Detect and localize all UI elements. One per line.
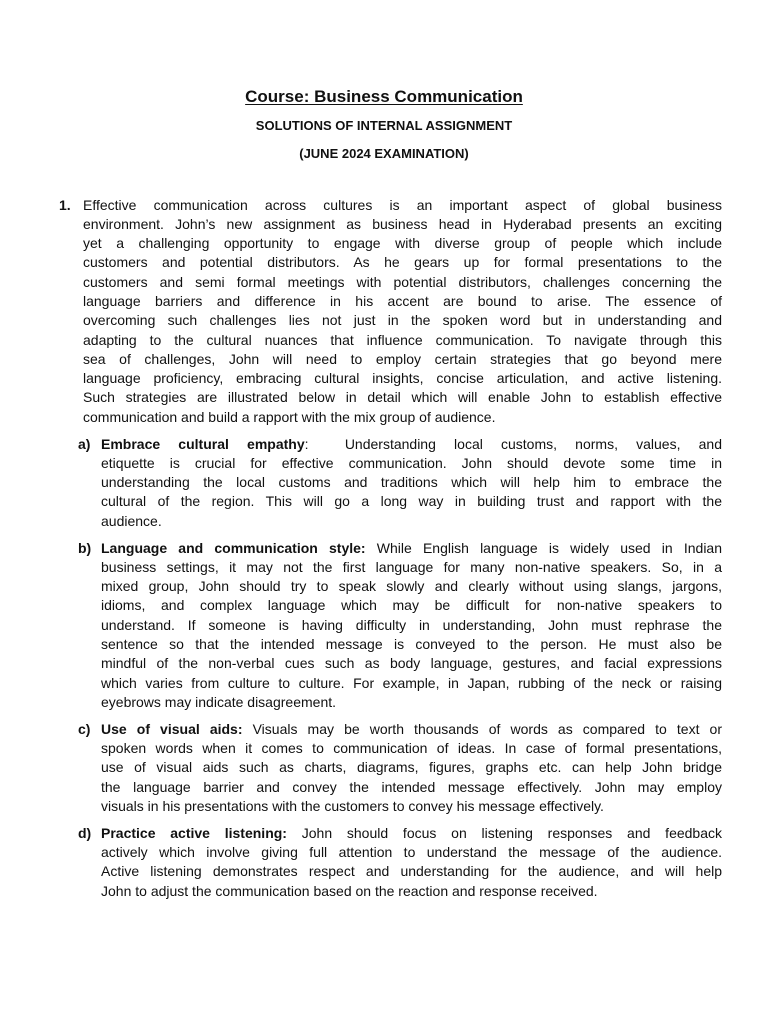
list-marker: d) bbox=[78, 824, 92, 841]
text-line: visuals in his presentations with the customers to convey his message effectively. bbox=[101, 797, 604, 814]
text-line: language proficiency, embracing cultural insights, concise articulation, and active listening. bbox=[83, 370, 722, 387]
text-line: Such strategies are illustrated below in detail which will enable John to establish effective bbox=[83, 389, 722, 406]
paragraph-lines bbox=[101, 435, 722, 531]
text-line: idioms, and complex language which may be difficult for non-native speakers to bbox=[101, 597, 722, 614]
text-line: overcoming such challenges lies not just in the spoken word but in understanding and bbox=[83, 312, 722, 329]
text-line: Effective communication across cultures is an important aspect of global business bbox=[83, 196, 722, 213]
text-line: adapting to the cultural nuances that influence communication. To navigate through this bbox=[83, 331, 722, 348]
text-line: Active listening demonstrates respect and understanding for the audience, and will help bbox=[101, 863, 722, 880]
strategy-item bbox=[0, 539, 768, 713]
text-line: understanding the local customs and traditions which will help him to embrace the bbox=[101, 474, 722, 491]
list-marker: 1. bbox=[59, 196, 71, 213]
text-line: cultural of the region. This will go a long way in building trust and rapport with the bbox=[101, 493, 722, 510]
list-marker: b) bbox=[78, 539, 92, 556]
text-line: use of visual aids such as charts, diagrams, figures, graphs etc. can help John bridge bbox=[101, 759, 722, 776]
text-line: eyebrows may indicate disagreement. bbox=[101, 693, 337, 710]
course-title bbox=[0, 86, 768, 108]
question-answer-paragraph bbox=[0, 196, 768, 428]
item-text: John should focus on listening responses and feedback bbox=[286, 824, 722, 841]
course-title-text: Course: Business Communication bbox=[245, 87, 523, 106]
text-line: spoken words when it comes to communication of ideas. In case of formal presentations, bbox=[101, 740, 722, 757]
exam-label: (JUNE 2024 EXAMINATION) bbox=[299, 146, 469, 161]
text-line: understand. If someone is having difficulty in understanding, John must rephrase the bbox=[101, 616, 722, 633]
strategy-item bbox=[0, 720, 768, 816]
document-subtitle: SOLUTIONS OF INTERNAL ASSIGNMENT bbox=[255, 118, 513, 133]
text-line: mindful of the non-verbal cues such as body language, gestures, and facial expressions bbox=[101, 655, 722, 672]
item-heading: Embrace cultural empathy bbox=[101, 435, 305, 452]
text-line: sea of challenges, John will need to employ certain strategies that go beyond mere bbox=[83, 350, 722, 367]
text-line: business settings, it may not the first language for many non-native speakers. So, in a bbox=[101, 558, 722, 575]
text-line: audience. bbox=[101, 512, 162, 529]
paragraph-lines bbox=[101, 720, 722, 816]
item-heading: Use of visual aids: bbox=[101, 720, 243, 737]
text-line: customers and semi formal meetings with potential distributors, challenges concerning the bbox=[83, 273, 722, 290]
text-line: language barriers and difference in his accent are bound to arise. The essence of bbox=[83, 292, 722, 309]
paragraph-lines bbox=[101, 824, 722, 901]
text-line: yet a challenging opportunity to engage with diverse group of people which include bbox=[83, 235, 722, 252]
text-line: actively which involve giving full attention to understand the message of the audience. bbox=[101, 844, 722, 860]
text-line: environment. John’s new assignment as business head in Hyderabad presents an exciting bbox=[83, 215, 722, 232]
text-line: the language barrier and convey the intended message effectively. John may employ bbox=[101, 778, 722, 795]
strategy-item bbox=[0, 824, 768, 901]
item-text: : Understanding local customs, norms, values, and bbox=[304, 435, 722, 452]
item-heading: Practice active listening: bbox=[101, 824, 287, 841]
text-line bbox=[101, 824, 722, 843]
text-line bbox=[101, 720, 722, 739]
paragraph-lines bbox=[101, 539, 722, 713]
text-line: etiquette is crucial for effective communication. John should devote some time in bbox=[101, 454, 722, 471]
document-body bbox=[0, 196, 768, 909]
text-line: customers and potential distributors. As he gears up for formal presentations to the bbox=[83, 254, 722, 271]
item-text: Visuals may be worth thousands of words as compared to text or bbox=[242, 720, 722, 737]
paragraph-lines bbox=[83, 196, 722, 428]
list-marker: a) bbox=[78, 435, 91, 452]
text-line: sentence so that the intended message is conveyed to the person. He must also be bbox=[101, 636, 722, 653]
list-marker: c) bbox=[78, 720, 91, 737]
text-line: which varies from culture to culture. For example, in Japan, rubbing of the neck or raising bbox=[101, 674, 722, 691]
strategy-item bbox=[0, 435, 768, 531]
item-text: While English language is widely used in Indian bbox=[365, 539, 723, 556]
text-line bbox=[101, 539, 722, 558]
text-line: communication and build a rapport with the mix group of audience. bbox=[83, 408, 496, 425]
text-line bbox=[101, 435, 722, 454]
text-line: mixed group, John should try to speak slowly and clearly without using slangs, jargons, bbox=[101, 578, 722, 595]
text-line: John to adjust the communication based on the reaction and response received. bbox=[101, 882, 598, 899]
item-heading: Language and communication style: bbox=[101, 539, 366, 556]
